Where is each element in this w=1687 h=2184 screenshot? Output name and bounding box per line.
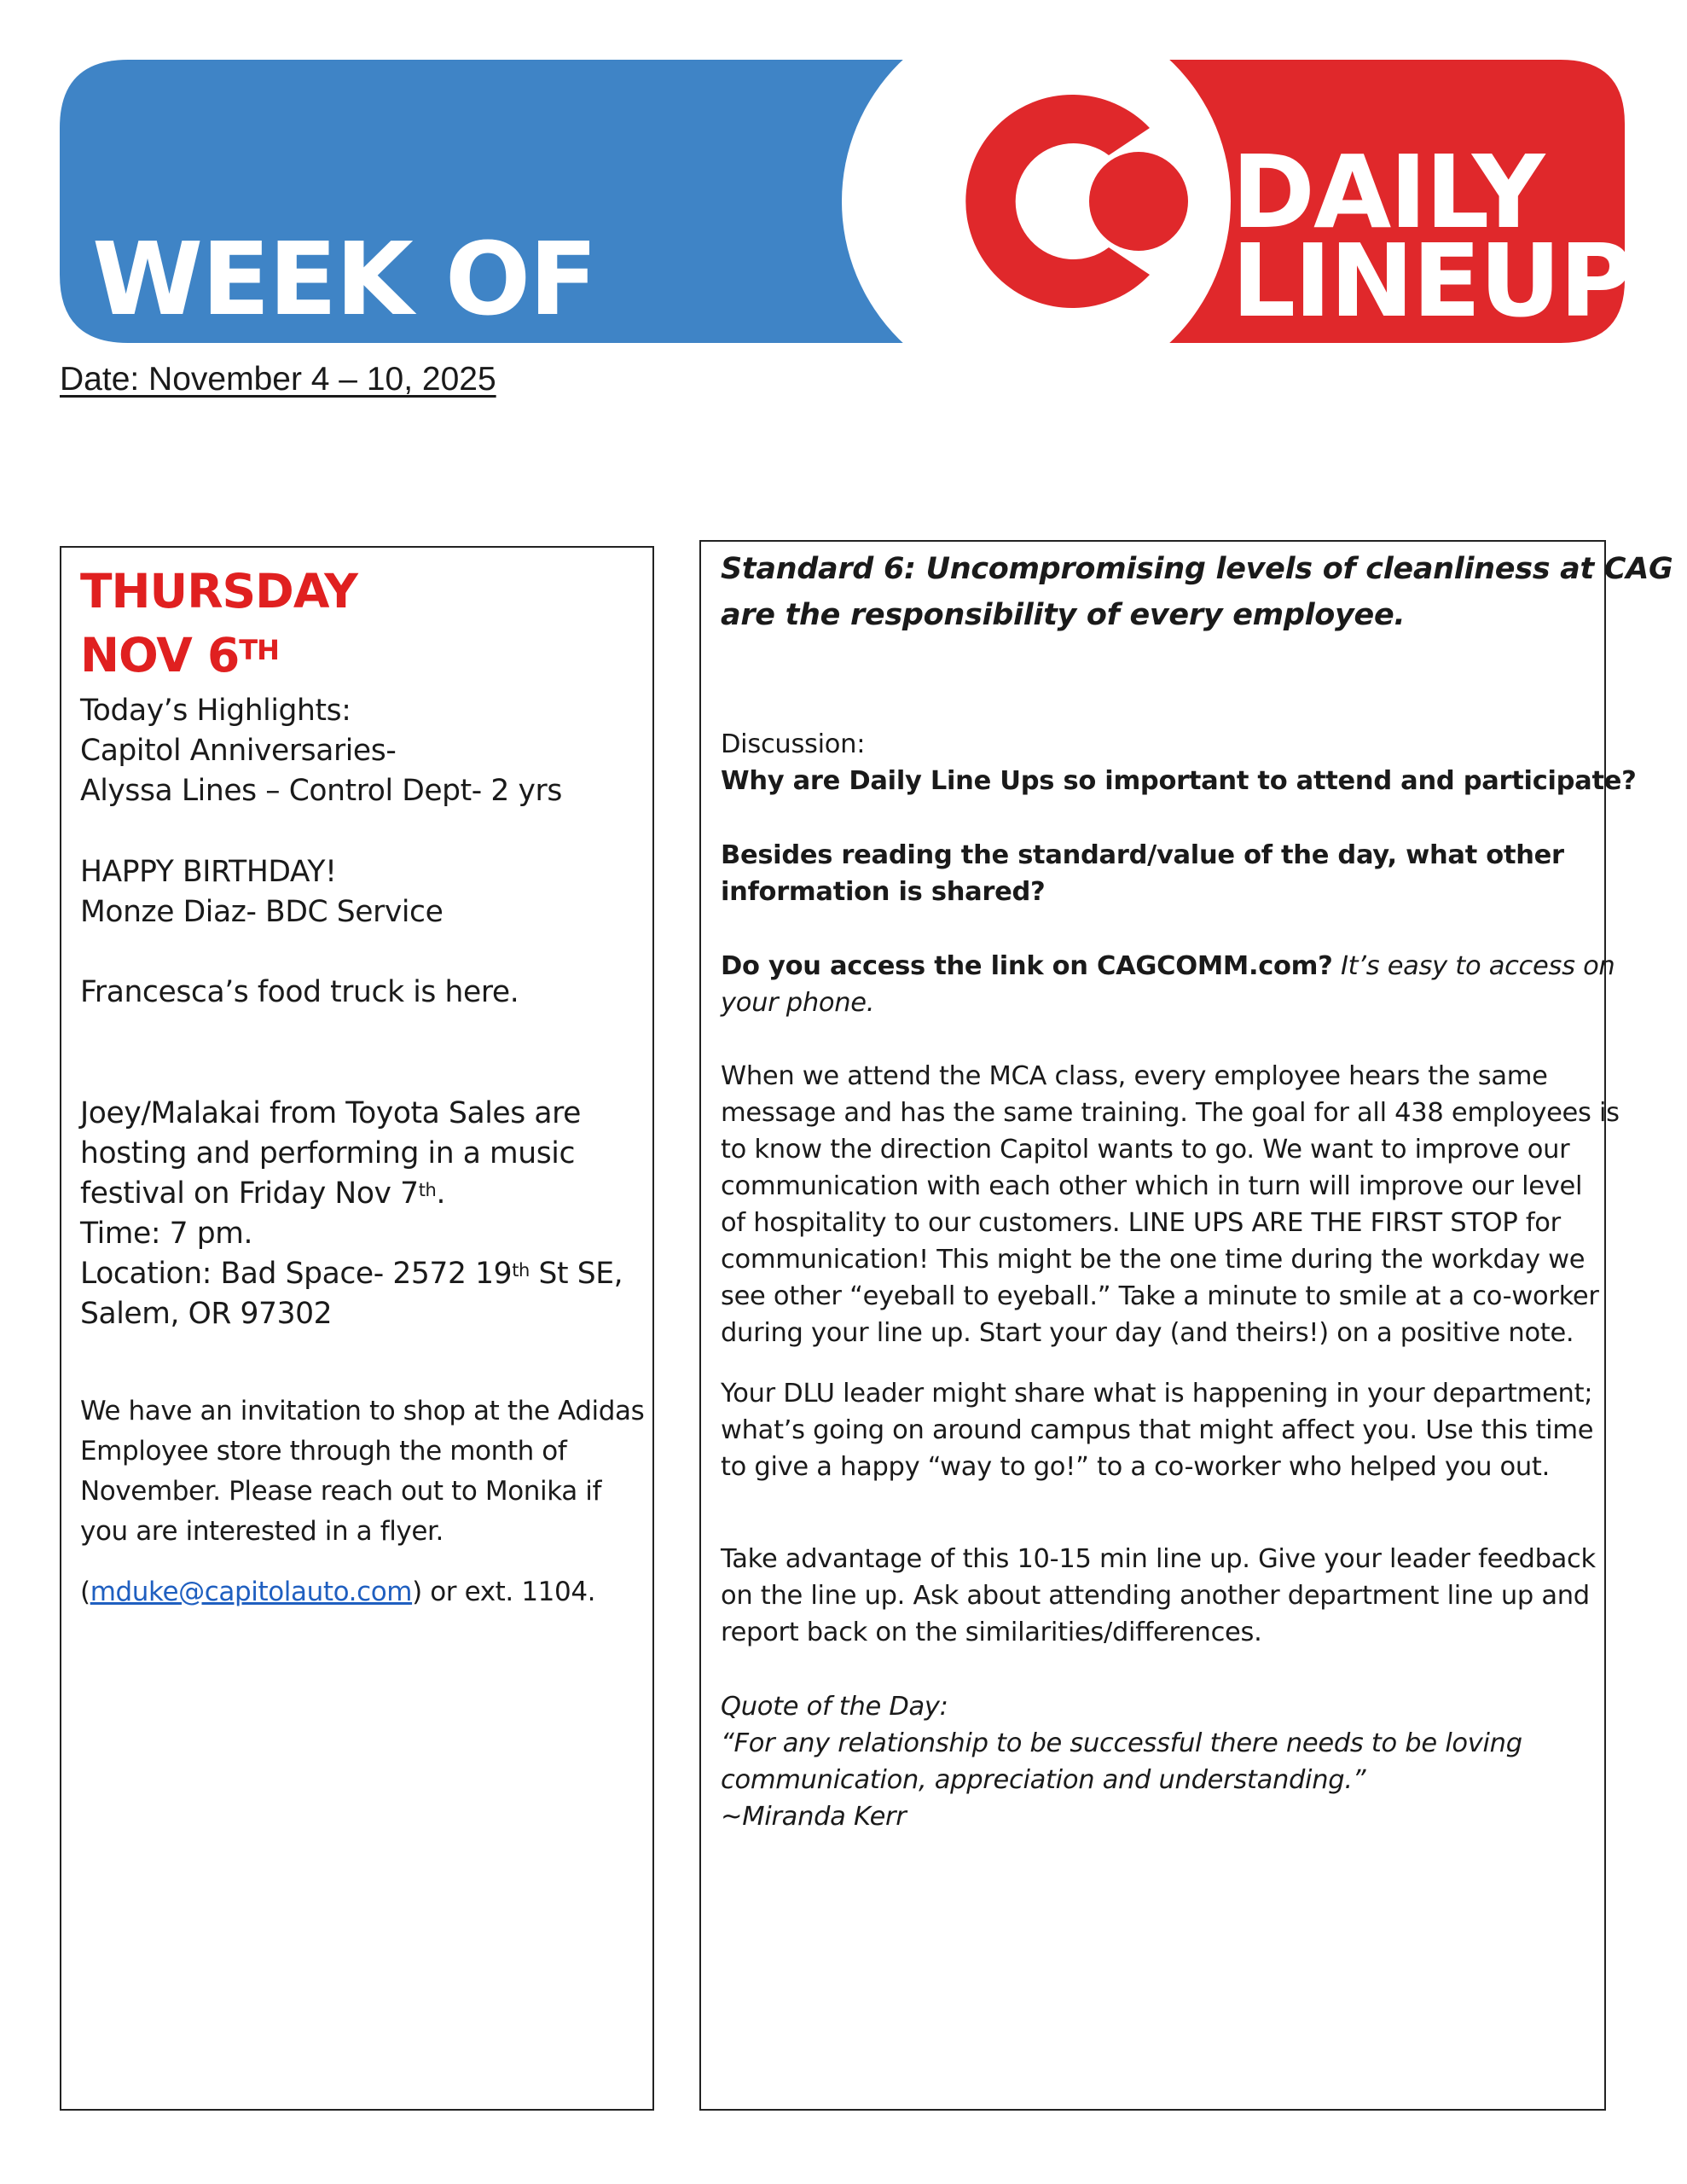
email-link[interactable]: mduke@capitolauto.com — [90, 1577, 413, 1607]
contact-line: (mduke@capitolauto.com) or ext. 1104. — [80, 1577, 596, 1607]
paragraph-line: to know the direction Capitol wants to go. We want to improve our — [721, 1135, 1570, 1165]
quote-author: ~Miranda Kerr — [721, 1802, 907, 1832]
paragraph-line: Take advantage of this 10-15 min line up. Give your leader feedback — [721, 1544, 1596, 1574]
day-date: NOV 6TH — [80, 628, 279, 682]
date-line: Date: November 4 – 10, 2025 — [60, 361, 496, 398]
paragraph-line: report back on the similarities/differences. — [721, 1618, 1262, 1647]
paragraph-line: see other “eyeball to eyeball.” Take a minute to smile at a co-worker — [721, 1281, 1599, 1311]
discussion-label: Discussion: — [721, 729, 866, 759]
paragraph-line: communication! This might be the one time during the workday we — [721, 1245, 1586, 1275]
event-time: Time: 7 pm. — [80, 1217, 253, 1251]
question-3: Do you access the link on CAGCOMM.com? It’s easy to access on — [721, 951, 1615, 981]
quote-title: Quote of the Day: — [721, 1692, 948, 1722]
music-line-3: festival on Friday Nov 7th. — [80, 1176, 446, 1211]
paragraph-line: what’s going on around campus that might affect you. Use this time — [721, 1415, 1594, 1445]
paragraph-line: communication with each other which in turn will improve our level — [721, 1171, 1583, 1201]
paragraph-line: message and has the same training. The goal for all 438 employees is — [721, 1098, 1620, 1128]
paragraph-line: on the line up. Ask about attending another department line up and — [721, 1581, 1590, 1611]
standard-line-2: are the responsibility of every employee. — [721, 598, 1406, 632]
music-line-1: Joey/Malakai from Toyota Sales are — [80, 1096, 581, 1130]
food-truck-note: Francesca’s food truck is here. — [80, 975, 519, 1009]
paragraph-line: during your line up. Start your day (and theirs!) on a positive note. — [721, 1318, 1574, 1348]
week-of-title: WEEK OF — [92, 220, 596, 338]
lineup-title: LINEUP — [1232, 222, 1632, 340]
adidas-line-4: you are interested in a flyer. — [80, 1516, 443, 1547]
highlights-title: Today’s Highlights: — [80, 694, 351, 728]
adidas-line-2: Employee store through the month of — [80, 1436, 567, 1467]
question-1: Why are Daily Line Ups so important to attend and participate? — [721, 766, 1637, 796]
music-line-2: hosting and performing in a music — [80, 1136, 576, 1170]
birthday-item: Monze Diaz- BDC Service — [80, 895, 443, 929]
paragraph-line: When we attend the MCA class, every employee hears the same — [721, 1061, 1548, 1091]
quote-line-1: “For any relationship to be successful there needs to be loving — [721, 1728, 1522, 1758]
question-3-line-2: your phone. — [721, 988, 875, 1018]
event-location-city: Salem, OR 97302 — [80, 1297, 333, 1331]
adidas-line-3: November. Please reach out to Monika if — [80, 1476, 602, 1507]
event-location: Location: Bad Space- 2572 19th St SE, — [80, 1257, 623, 1291]
quote-line-2: communication, appreciation and understanding.” — [721, 1765, 1366, 1795]
paragraph-line: to give a happy “way to go!” to a co-worker who helped you out. — [721, 1452, 1550, 1482]
anniversary-item: Alyssa Lines – Control Dept- 2 yrs — [80, 774, 562, 808]
day-name: THURSDAY — [80, 564, 357, 619]
paragraph-line: of hospitality to our customers. LINE UPS ARE THE FIRST STOP for — [721, 1208, 1561, 1238]
daily-title: DAILY — [1232, 133, 1544, 251]
anniversaries-title: Capitol Anniversaries- — [80, 734, 397, 768]
paragraph-line: Your DLU leader might share what is happening in your department; — [721, 1379, 1593, 1409]
adidas-line-1: We have an invitation to shop at the Adidas — [80, 1396, 645, 1426]
question-2-line-2: information is shared? — [721, 877, 1046, 907]
question-2-line-1: Besides reading the standard/value of the day, what other — [721, 840, 1564, 870]
birthday-title: HAPPY BIRTHDAY! — [80, 855, 337, 889]
standard-line-1: Standard 6: Uncompromising levels of cleanliness at CAG — [721, 552, 1673, 586]
